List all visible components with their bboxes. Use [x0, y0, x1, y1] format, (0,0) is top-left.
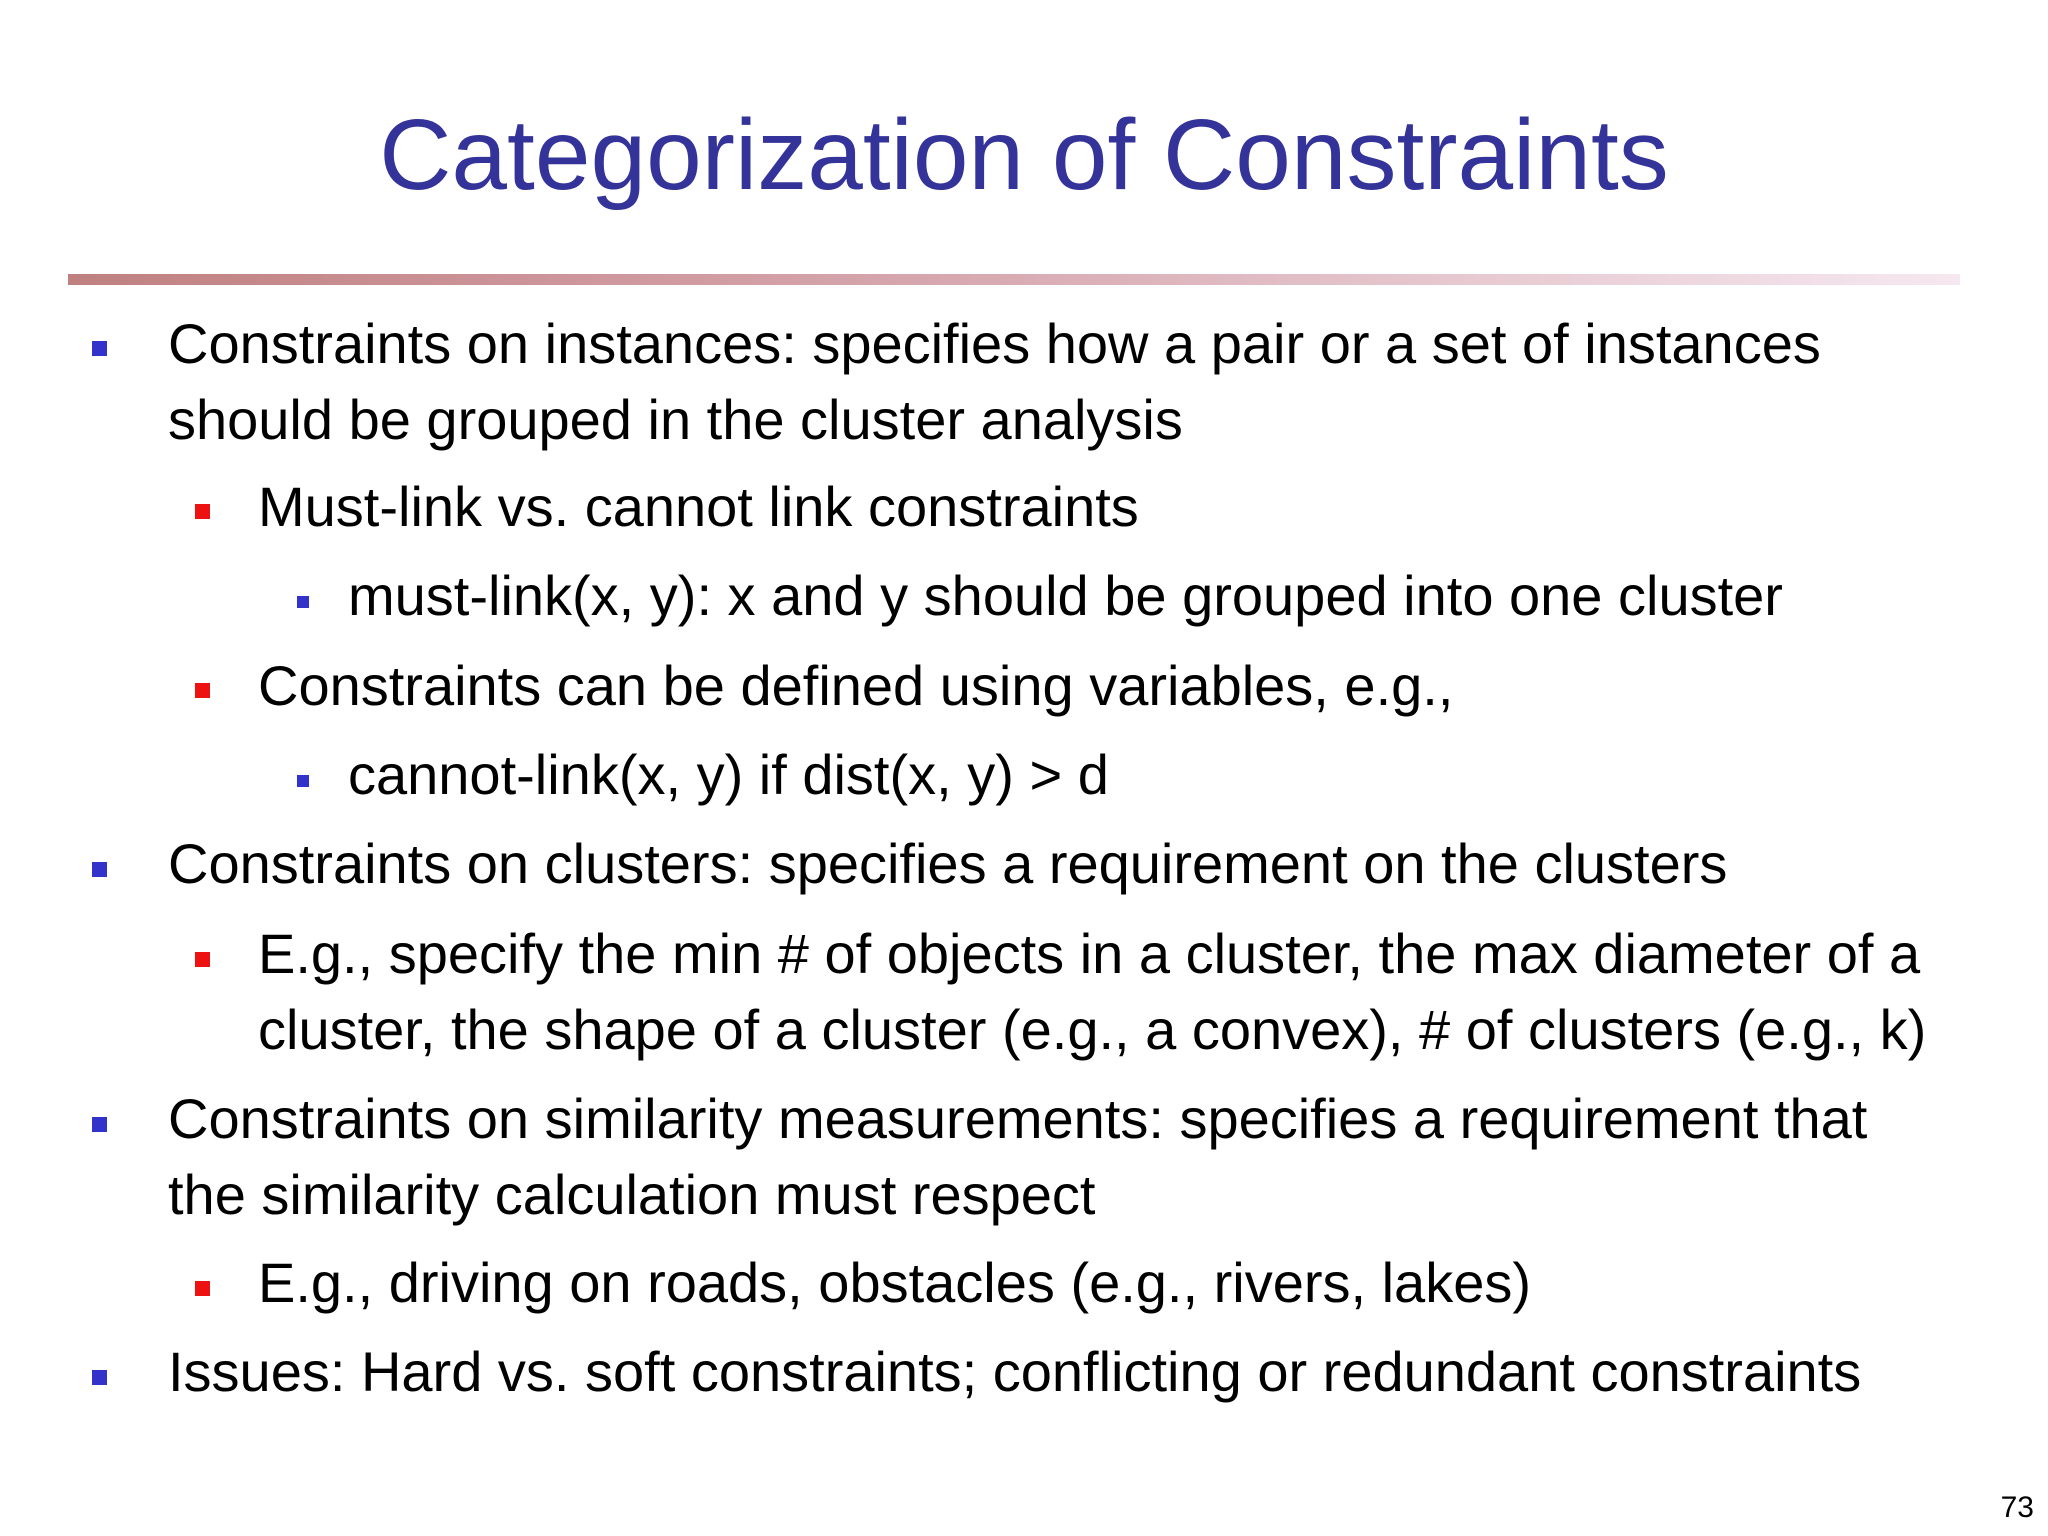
bullet-item-level1: [168, 826, 1727, 902]
bullet-item-level2: [258, 469, 1139, 545]
bullet-marker-level2: [195, 952, 210, 967]
bullet-item-level2: [258, 916, 1926, 1068]
bullet-line: E.g., specify the min # of objects in a cluster, the max diameter of a: [258, 922, 1921, 985]
bullet-line: Issues: Hard vs. soft constraints; conflicting or redundant constraints: [168, 1340, 1862, 1403]
bullet-item-level2: [258, 648, 1453, 724]
bullet-line: Constraints on instances: specifies how a pair or a set of instances: [168, 312, 1821, 375]
bullet-marker-level2: [195, 504, 210, 519]
bullet-item-level2: [258, 1245, 1531, 1321]
bullet-line: Constraints on clusters: specifies a requirement on the clusters: [168, 832, 1728, 895]
bullet-line: must-link(x, y): x and y should be grouped into one cluster: [348, 564, 1783, 627]
bullet-line: cannot-link(x, y) if dist(x, y) > d: [348, 743, 1109, 806]
bullet-item-level3: [348, 558, 1783, 634]
bullet-line: cluster, the shape of a cluster (e.g., a convex), # of clusters (e.g., k): [258, 998, 1927, 1061]
bullet-marker-level2: [195, 1281, 210, 1296]
bullet-line: should be grouped in the cluster analysis: [168, 388, 1183, 451]
bullet-line: the similarity calculation must respect: [168, 1163, 1096, 1226]
bullet-item-level1: [168, 306, 1821, 458]
page-number: 73: [2000, 1491, 2034, 1524]
bullet-line: Must-link vs. cannot link constraints: [258, 475, 1139, 538]
bullet-item-level1: [168, 1081, 1867, 1233]
slide-title: Categorization of Constraints: [379, 99, 1669, 211]
bullet-line: Constraints can be defined using variables, e.g.,: [258, 654, 1454, 717]
bullet-marker-level3: [297, 775, 309, 787]
bullet-item-level1: [168, 1334, 1861, 1410]
bullet-marker-level3: [297, 596, 309, 608]
bullet-marker-level2: [195, 683, 210, 698]
bullet-item-level3: [348, 737, 1109, 813]
bullet-marker-level1: [92, 341, 107, 356]
bullet-line: Constraints on similarity measurements: specifies a requirement that: [168, 1087, 1868, 1150]
bullet-marker-level1: [92, 862, 107, 877]
bullet-marker-level1: [92, 1370, 107, 1385]
bullet-marker-level1: [92, 1117, 107, 1132]
bullet-line: E.g., driving on roads, obstacles (e.g., rivers, lakes): [258, 1251, 1531, 1314]
